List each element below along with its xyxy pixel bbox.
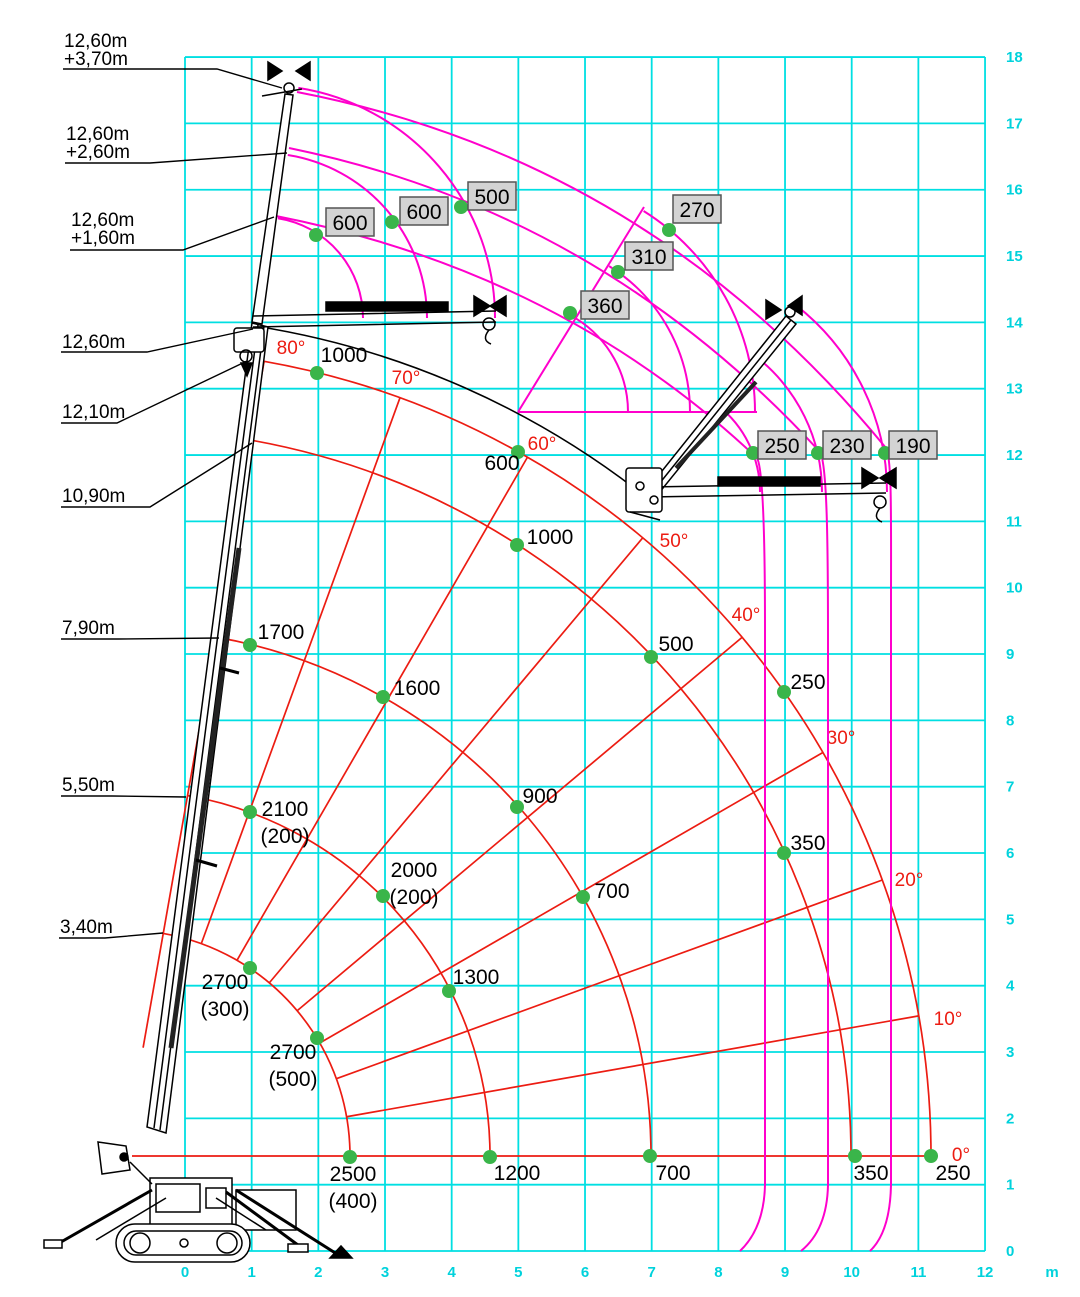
jib-capacity-point (662, 223, 676, 237)
x-axis-tick: 8 (714, 1264, 723, 1281)
capacity-value: 250 (935, 1162, 971, 1185)
boom-pivot-pin (120, 1153, 128, 1161)
capacity-point (643, 1149, 657, 1163)
x-axis-tick: 9 (780, 1264, 790, 1281)
x-axis-tick: 10 (843, 1264, 861, 1281)
angle-label: 70° (391, 368, 421, 389)
jib-tip-sheave (874, 496, 886, 508)
jib-capacity-value: 310 (631, 246, 667, 269)
jib-tip-lug-left (862, 468, 878, 488)
y-axis-tick: 2 (1006, 1110, 1015, 1128)
boom-foot-link (130, 1162, 152, 1184)
capacity-value: 2700 (269, 1041, 317, 1064)
capacity-value: 2100 (261, 798, 309, 821)
boom-height-label: 12,60m (64, 31, 128, 52)
jib-head-lug-right (296, 62, 310, 80)
outrigger-pad-left (44, 1240, 62, 1248)
outrigger-pad-mid (288, 1244, 308, 1252)
capacity-point (310, 366, 324, 380)
y-axis-tick: 10 (1006, 579, 1023, 597)
capacity-point (576, 890, 590, 904)
capacity-value: 2700 (201, 971, 249, 994)
boom-height-label: 10,90m (62, 486, 126, 507)
capacity-point (376, 889, 390, 903)
x-axis-tick: 12 (976, 1264, 994, 1281)
jib-horizontal-cylinder (326, 302, 448, 311)
jib-vertical-outline (252, 94, 293, 324)
capacity-point (777, 846, 791, 860)
height-leader-line (63, 69, 282, 88)
boom-height-label: 12,60m (71, 210, 135, 231)
jib-angle-diagram-arc (576, 319, 628, 412)
capacity-point (644, 650, 658, 664)
jib-capacity-point (563, 306, 577, 320)
angle-label: 30° (826, 728, 856, 749)
jib-head-lug-left (268, 62, 282, 80)
capacity-value: 500 (658, 633, 694, 656)
angle-label: 0° (951, 1145, 971, 1166)
capacity-value: 2000 (390, 859, 438, 882)
x-axis-tick: 2 (314, 1264, 323, 1281)
capacity-note: (200) (260, 825, 310, 848)
jib-capacity-point (309, 228, 323, 242)
boom-height-label: +2,60m (66, 142, 130, 163)
capacity-note: (200) (389, 886, 439, 909)
boom-50deg-jib-arcs-arc (756, 357, 822, 493)
jib-capacity-value: 600 (332, 212, 368, 235)
y-axis-tick: 5 (1006, 911, 1015, 929)
boom-50deg-jib-arcs-arc (796, 305, 887, 492)
boom-height-label: 12,60m (66, 124, 130, 145)
track-outline (116, 1224, 250, 1262)
angle-label: 40° (731, 605, 761, 626)
boom-height-label: 7,90m (62, 618, 115, 639)
x-axis-tick: 5 (514, 1264, 523, 1281)
x-axis-tick: 3 (380, 1264, 390, 1281)
capacity-note: (400) (328, 1190, 378, 1213)
jib-capacity-point (454, 200, 468, 214)
capacity-point (243, 805, 257, 819)
jib-capacity-point (611, 265, 625, 279)
boom-height-label: +3,70m (64, 49, 128, 70)
y-axis-tick: 14 (1006, 314, 1023, 332)
jib-tip-hook (485, 330, 491, 344)
jib-head-bar (262, 89, 302, 96)
capacity-value: 1000 (526, 526, 574, 549)
capacity-point (510, 538, 524, 552)
x-axis-tick: 0 (180, 1264, 190, 1281)
y-axis-tick: 12 (1006, 447, 1023, 465)
capacity-point (777, 685, 791, 699)
capacity-point (376, 690, 390, 704)
x-axis-tick: 7 (647, 1264, 656, 1281)
boom-height-label: 3,40m (60, 917, 113, 938)
capacity-point (924, 1149, 938, 1163)
turret (150, 1178, 232, 1230)
angle-label: 20° (894, 870, 924, 891)
boom-angle-fan-layer (132, 338, 970, 1166)
boom-height-label: 12,60m (62, 332, 126, 353)
capacity-note: (300) (200, 998, 250, 1021)
jib-horizontal-chords (253, 311, 496, 327)
boom-height-label: 5,50m (62, 775, 115, 796)
y-axis-tick: 11 (1006, 513, 1022, 531)
boom-height-label: 12,10m (62, 402, 126, 423)
jib-horizontal-cylinder (718, 477, 820, 486)
y-axis-tick: 0 (1006, 1243, 1015, 1260)
y-axis-tick: 17 (1006, 115, 1023, 133)
y-axis-tick: 18 (1006, 49, 1023, 67)
jib-capacity-value: 270 (679, 199, 715, 222)
jib-aligned-inner (655, 320, 791, 489)
y-axis-tick: 9 (1006, 646, 1015, 664)
jib-tip-hook (876, 508, 882, 522)
capacity-value: 350 (853, 1162, 889, 1185)
jib-capacity-value: 250 (764, 435, 800, 458)
capacity-point (848, 1149, 862, 1163)
x-axis-tick: 11 (910, 1264, 927, 1281)
jib-capacity-value: 190 (895, 435, 931, 458)
capacity-value: 2500 (329, 1163, 377, 1186)
capacity-point (343, 1150, 357, 1164)
jib-capacity-point (385, 215, 399, 229)
boom-height-label: +1,60m (71, 228, 135, 249)
jib-tip-sheave (483, 318, 495, 330)
jib-capacity-value: 230 (829, 435, 865, 458)
boom-tip-path-curve (255, 326, 652, 502)
capacity-value: 700 (594, 880, 630, 903)
height-leader-line (61, 796, 186, 797)
x-axis-tick: 6 (580, 1264, 590, 1281)
capacity-value: 700 (655, 1162, 691, 1185)
jib-head-sheave (785, 307, 795, 317)
jib-capacity-value: 360 (587, 295, 623, 318)
capacity-value: 350 (790, 832, 826, 855)
jib-tip-lug-right (490, 296, 506, 316)
y-axis-tick: 3 (1006, 1044, 1015, 1062)
capacity-value: 1700 (257, 621, 305, 644)
y-axis-tick: 1 (1006, 1176, 1015, 1194)
x-axis-tick: 1 (247, 1264, 256, 1281)
capacity-value: 1200 (493, 1162, 541, 1185)
angle-label: 50° (659, 531, 689, 552)
jib-mount-brace (630, 512, 660, 520)
jib-tip-lug-left (474, 296, 490, 316)
jib-head-lug-left (766, 300, 781, 319)
capacity-value: 250 (790, 671, 826, 694)
jib-mount-block (626, 468, 662, 512)
x-axis-unit: m (1045, 1264, 1059, 1281)
y-axis-tick: 15 (1006, 248, 1023, 266)
capacity-value: 900 (522, 785, 558, 808)
jib-capacity-value: 500 (474, 186, 510, 209)
x-axis-tick: 4 (447, 1264, 456, 1281)
capacity-note: (500) (268, 1068, 318, 1091)
boom-angle-line-60 (237, 457, 528, 960)
capacity-value: 1000 (320, 344, 368, 367)
angle-label: 10° (933, 1009, 963, 1030)
angle-label: 80° (276, 338, 306, 359)
jib-sweep-1_60m (276, 216, 765, 1251)
y-axis-tick: 6 (1006, 845, 1015, 863)
y-axis-tick: 13 (1006, 380, 1023, 398)
y-axis-tick: 4 (1006, 977, 1015, 995)
boom-tip-path (255, 326, 652, 502)
boom-angle-line-10 (347, 1016, 919, 1117)
capacity-value: 1300 (452, 966, 500, 989)
capacity-value: 600 (484, 452, 520, 475)
jib-capacity-value: 600 (406, 201, 442, 224)
jib-tip-lug-right (880, 468, 896, 488)
y-axis-tick: 7 (1006, 778, 1015, 796)
capacity-value: 1600 (393, 677, 441, 700)
y-axis-tick: 8 (1006, 712, 1015, 730)
capacity-point (243, 638, 257, 652)
angle-label: 60° (527, 434, 557, 455)
y-axis-tick: 16 (1006, 181, 1023, 199)
